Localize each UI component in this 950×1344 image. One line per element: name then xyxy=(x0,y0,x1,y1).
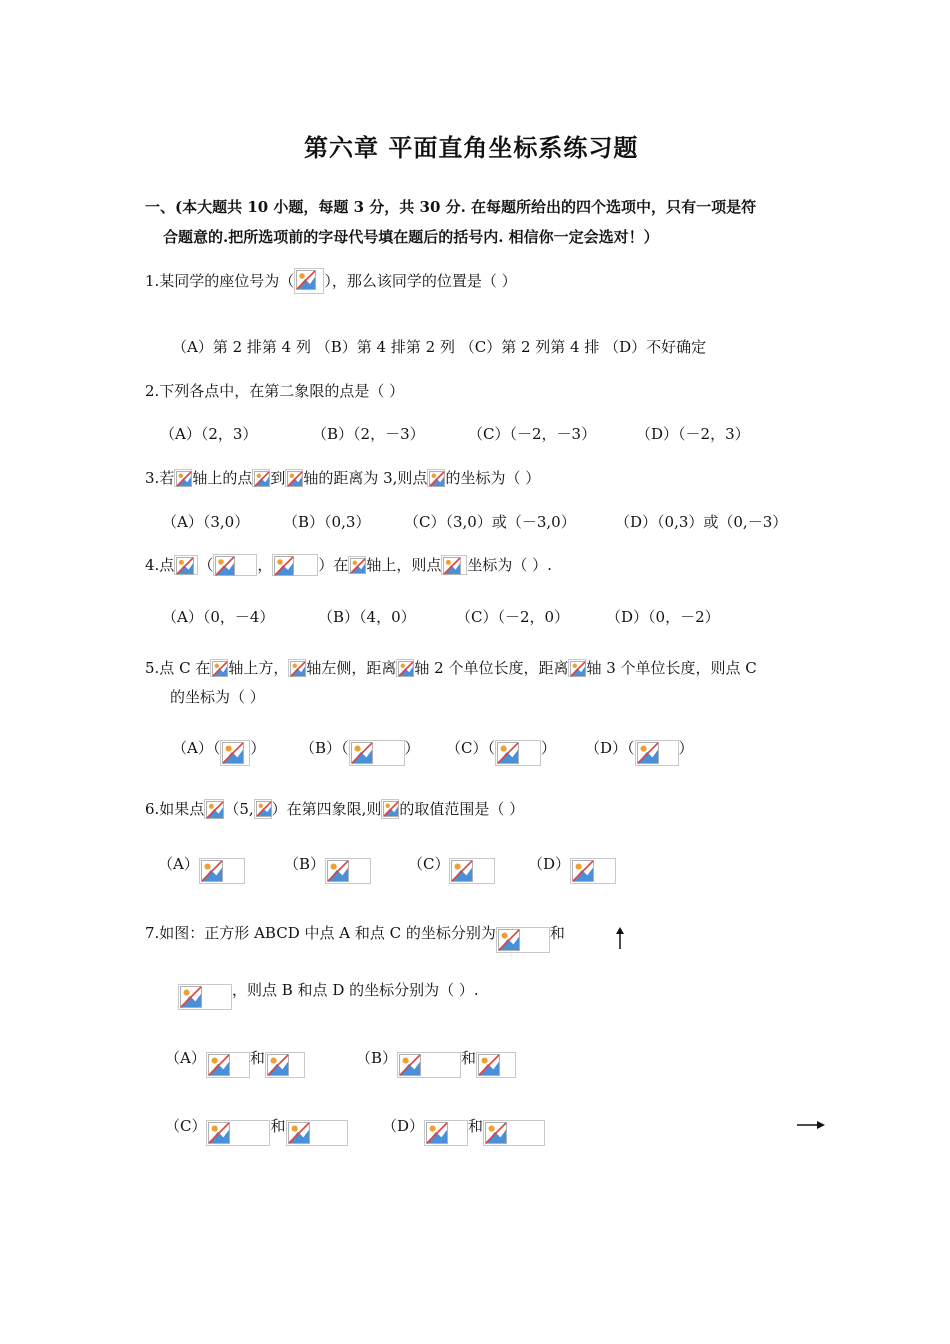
q7-option-b-label: （B） xyxy=(356,1049,398,1067)
broken-image-icon xyxy=(286,1120,348,1146)
q3-option-d: （D）（0,3）或（0,－3） xyxy=(615,513,788,531)
q5-option-b-close: ） xyxy=(404,739,420,757)
broken-image-icon xyxy=(288,659,306,677)
broken-image-icon xyxy=(424,1120,468,1146)
broken-image-icon xyxy=(204,799,224,819)
q5-text-1: 5.点 C 在 xyxy=(145,659,211,677)
q6-option-c-label: （C） xyxy=(408,855,450,873)
q6-text-2: （5, xyxy=(224,800,254,818)
q7-option-d-and: 和 xyxy=(468,1117,484,1135)
broken-image-icon xyxy=(381,799,399,819)
page-title: 第六章 平面直角坐标系练习题 xyxy=(304,133,639,162)
broken-image-icon xyxy=(635,740,679,766)
arrow-right-icon xyxy=(797,1118,825,1132)
broken-image-icon xyxy=(252,469,270,487)
q3-text-2: 轴上的点 xyxy=(192,469,253,487)
broken-image-icon xyxy=(174,469,192,487)
broken-image-icon xyxy=(349,740,405,766)
q2-option-b: （B）（2，－3） xyxy=(312,425,425,443)
q5-option-a-label: （A）（ xyxy=(172,739,221,757)
q4-text-1: 4.点 xyxy=(145,556,175,574)
q2-option-a: （A）（2，3） xyxy=(160,425,258,443)
question-6-stem xyxy=(145,797,524,820)
q6-text-4: 的取值范围是（ ） xyxy=(399,800,525,818)
q5-text-3: 轴左侧，距离 xyxy=(306,659,397,677)
q6-option-c xyxy=(408,844,495,884)
q3-text-3: 到 xyxy=(270,469,286,487)
question-5-stem xyxy=(145,656,757,679)
broken-image-icon xyxy=(213,554,257,576)
broken-image-icon xyxy=(496,927,550,953)
q5-text-5: 轴 3 个单位长度，则点 C xyxy=(586,659,757,677)
q6-option-d-label: （D） xyxy=(528,855,571,873)
broken-image-icon xyxy=(199,858,245,884)
q7-option-a xyxy=(165,1038,305,1078)
q5-option-b xyxy=(300,730,420,766)
q5-option-d xyxy=(585,730,694,766)
q5-option-c xyxy=(446,730,556,766)
q5-option-c-label: （C）（ xyxy=(446,739,495,757)
broken-image-icon xyxy=(272,554,318,576)
q6-option-b xyxy=(284,844,371,884)
q7-option-c xyxy=(165,1106,348,1146)
q7-option-d-label: （D） xyxy=(382,1117,425,1135)
q7-option-a-and: 和 xyxy=(249,1049,265,1067)
q2-option-c: （C）（－2，－3） xyxy=(468,425,597,443)
q7-option-a-label: （A） xyxy=(165,1049,206,1067)
broken-image-icon xyxy=(348,556,366,574)
question-4-stem xyxy=(145,553,552,576)
broken-image-icon xyxy=(210,659,228,677)
q5-option-a-close: ） xyxy=(250,739,266,757)
broken-image-icon xyxy=(325,858,371,884)
broken-image-icon xyxy=(174,555,198,575)
broken-image-icon xyxy=(397,1052,461,1078)
q7-option-c-label: （C） xyxy=(165,1117,207,1135)
question-3-stem xyxy=(145,466,540,489)
q7-option-b-and: 和 xyxy=(461,1049,477,1067)
q4-option-b: （B）（4，0） xyxy=(318,608,416,626)
q5-option-a xyxy=(172,730,265,766)
q7-option-c-and: 和 xyxy=(270,1117,286,1135)
broken-image-icon xyxy=(568,659,586,677)
broken-image-icon xyxy=(265,1052,305,1078)
q6-option-b-label: （B） xyxy=(284,855,326,873)
broken-image-icon xyxy=(396,659,414,677)
broken-image-icon xyxy=(206,1120,270,1146)
q3-text-5: 的坐标为（ ） xyxy=(445,469,541,487)
section-instructions-line-1: 一、(本大题共 10 小题，每题 3 分，共 30 分. 在每题所给出的四个选项中，只有一项是符 xyxy=(145,198,757,216)
q4-option-a: （A）（0，－4） xyxy=(162,608,275,626)
q5-text-4: 轴 2 个单位长度，距离 xyxy=(414,659,569,677)
question-7-stem-line-2 xyxy=(178,970,479,1010)
q4-option-c: （C）（－2，0） xyxy=(456,608,570,626)
broken-image-icon xyxy=(220,740,250,766)
broken-image-icon xyxy=(294,268,324,294)
q6-text-1: 6.如果点 xyxy=(145,800,205,818)
q7-text-1: 7.如图：正方形 ABCD 中点 A 和点 C 的坐标分别为 xyxy=(145,924,496,942)
q7-option-d xyxy=(382,1106,545,1146)
question-2-stem: 2.下列各点中，在第二象限的点是（ ） xyxy=(145,382,405,400)
q2-option-d: （D）（－2，3） xyxy=(636,425,750,443)
broken-image-icon xyxy=(427,469,445,487)
q4-text-4: ）在 xyxy=(318,556,349,574)
broken-image-icon xyxy=(483,1120,545,1146)
q6-option-a-label: （A） xyxy=(158,855,199,873)
q4-option-d: （D）（0，－2） xyxy=(606,608,720,626)
q7-text-3: ，则点 B 和点 D 的坐标分别为（ ）. xyxy=(232,981,479,999)
q6-option-d xyxy=(528,844,616,884)
broken-image-icon xyxy=(178,984,232,1010)
q5-option-d-close: ） xyxy=(678,739,694,757)
q6-option-a xyxy=(158,844,245,884)
q4-text-2: （ xyxy=(198,556,214,574)
question-1-stem xyxy=(145,268,517,294)
question-7-stem xyxy=(145,913,565,953)
broken-image-icon xyxy=(495,740,541,766)
q4-text-6: 坐标为（ ）. xyxy=(467,556,552,574)
broken-image-icon xyxy=(449,858,495,884)
q4-text-3: ， xyxy=(257,556,273,574)
question-1-options: （A）第 2 排第 4 列 （B）第 4 排第 2 列 （C）第 2 列第 4 排 （D）不好确定 xyxy=(172,338,707,356)
q6-text-3: ）在第四象限,则 xyxy=(271,800,382,818)
q3-text-4: 轴的距离为 3,则点 xyxy=(303,469,428,487)
q3-option-a: （A）（3,0） xyxy=(162,513,250,531)
q5-option-c-close: ） xyxy=(540,739,556,757)
broken-image-icon xyxy=(206,1052,250,1078)
q1-text-b: ），那么该同学的位置是（ ） xyxy=(324,272,517,290)
q3-text-1: 3.若 xyxy=(145,469,175,487)
q7-option-b xyxy=(356,1038,516,1078)
q3-option-b: （B）（0,3） xyxy=(283,513,371,531)
section-instructions-line-2: 合题意的.把所选项前的字母代号填在题后的括号内. 相信你一定会选对！） xyxy=(163,228,659,246)
broken-image-icon xyxy=(570,858,616,884)
broken-image-icon xyxy=(254,799,272,819)
q1-text-a: 1.某同学的座位号为（ xyxy=(145,272,295,290)
q4-text-5: 轴上，则点 xyxy=(366,556,442,574)
q5-option-b-label: （B）（ xyxy=(300,739,349,757)
broken-image-icon xyxy=(476,1052,516,1078)
broken-image-icon xyxy=(285,469,303,487)
question-5-stem-line-2: 的坐标为（ ） xyxy=(170,688,265,706)
q3-option-c: （C）（3,0）或（－3,0） xyxy=(404,513,576,531)
arrow-up-icon xyxy=(614,927,626,949)
q7-text-2: 和 xyxy=(549,924,565,942)
q5-option-d-label: （D）（ xyxy=(585,739,635,757)
q5-text-2: 轴上方， xyxy=(228,659,289,677)
broken-image-icon xyxy=(441,555,467,575)
